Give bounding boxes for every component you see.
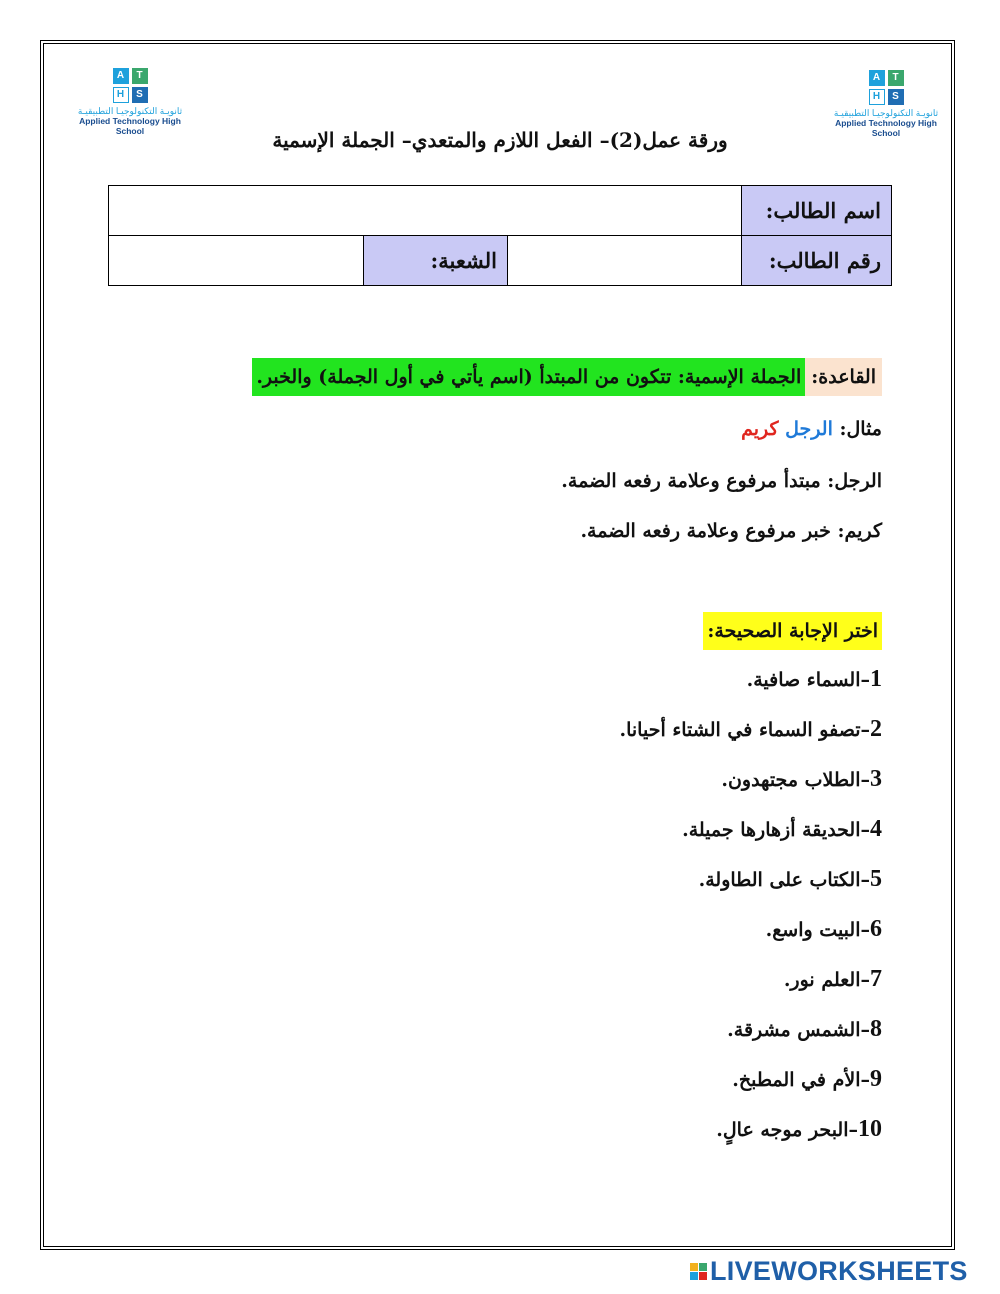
list-item[interactable] — [747, 666, 882, 693]
list-item[interactable] — [619, 716, 882, 743]
school-logo-right — [826, 70, 946, 138]
logo-english-name: Applied Technology High School — [835, 118, 937, 138]
logo-tile-h: H — [869, 89, 885, 105]
example-line — [741, 418, 882, 440]
logo-arabic-name: ثانويـة التكنولوجيـا التطبيقيـة — [833, 108, 939, 118]
list-item[interactable] — [699, 866, 882, 893]
logo-tile-t: T — [888, 70, 904, 86]
logo-tile-t: T — [132, 68, 148, 84]
item-number: 7 — [870, 966, 882, 992]
list-item[interactable] — [716, 1116, 882, 1143]
item-text: –السماء صافية. — [746, 669, 870, 691]
list-item[interactable] — [784, 966, 882, 993]
student-number-label: رقم الطالب: — [742, 236, 892, 286]
list-item[interactable] — [721, 766, 882, 793]
rule-text: الجملة الإسمية: تتكون من المبتدأ (اسم يأتي في أول الجملة) والخبر. — [252, 358, 805, 396]
item-text: –الحديقة أزهارها جميلة. — [682, 819, 870, 841]
school-logo-left — [70, 68, 190, 136]
logo-tile-s: S — [132, 87, 148, 103]
item-text: –الكتاب على الطاولة. — [698, 869, 870, 891]
section-label: الشعبة: — [364, 236, 508, 286]
item-text: –البحر موجه عالٍ. — [716, 1119, 858, 1141]
example-subject: الرجل — [785, 418, 833, 440]
liveworksheets-watermark — [690, 1256, 968, 1287]
item-number: 2 — [870, 716, 882, 742]
worksheet-title: ورقة عمل(2)– الفعل اللازم والمتعدي– الجملة الإسمية — [272, 128, 728, 152]
item-text: –البيت واسع. — [765, 919, 870, 941]
list-item[interactable] — [732, 1066, 882, 1093]
item-number: 4 — [870, 816, 882, 842]
list-item[interactable] — [766, 916, 882, 943]
section-field[interactable] — [109, 236, 364, 286]
item-number: 1 — [870, 666, 882, 692]
item-text: –الطلاب مجتهدون. — [721, 769, 870, 791]
item-text: –الأم في المطبخ. — [732, 1069, 870, 1091]
student-number-field[interactable] — [508, 236, 742, 286]
item-text: –تصفو السماء في الشتاء أحيانا. — [619, 719, 870, 741]
logo-tile-a: A — [113, 68, 129, 84]
example-explanation-2: كريم: خبر مرفوع وعلامة رفعه الضمة. — [580, 520, 882, 542]
exercise-heading — [703, 620, 882, 642]
item-number: 9 — [870, 1066, 882, 1092]
logo-tile-s: S — [888, 89, 904, 105]
student-name-label: اسم الطالب: — [742, 186, 892, 236]
item-number: 6 — [870, 916, 882, 942]
rule-label: القاعدة: — [805, 358, 882, 396]
logo-tile-h: H — [113, 87, 129, 103]
student-name-field[interactable] — [109, 186, 742, 236]
watermark-text: LIVEWORKSHEETS — [710, 1256, 968, 1286]
item-text: –الشمس مشرقة. — [727, 1019, 870, 1041]
item-number: 3 — [870, 766, 882, 792]
list-item[interactable] — [682, 816, 882, 843]
liveworksheets-logo-icon — [690, 1263, 707, 1280]
rule-line — [252, 366, 882, 388]
example-label: مثال: — [839, 418, 882, 440]
logo-english-name: Applied Technology High School — [79, 116, 181, 136]
item-text: –العلم نور. — [783, 969, 870, 991]
student-info-table — [108, 185, 892, 286]
logo-arabic-name: ثانويـة التكنولوجيـا التطبيقيـة — [77, 106, 183, 116]
example-predicate: كريم — [741, 418, 779, 440]
list-item[interactable] — [727, 1016, 882, 1043]
example-explanation-1: الرجل: مبتدأ مرفوع وعلامة رفعه الضمة. — [561, 470, 882, 492]
logo-tile-a: A — [869, 70, 885, 86]
item-number: 5 — [870, 866, 882, 892]
item-number: 10 — [858, 1116, 882, 1142]
exercise-heading-text: اختر الإجابة الصحيحة: — [703, 612, 882, 650]
item-number: 8 — [870, 1016, 882, 1042]
